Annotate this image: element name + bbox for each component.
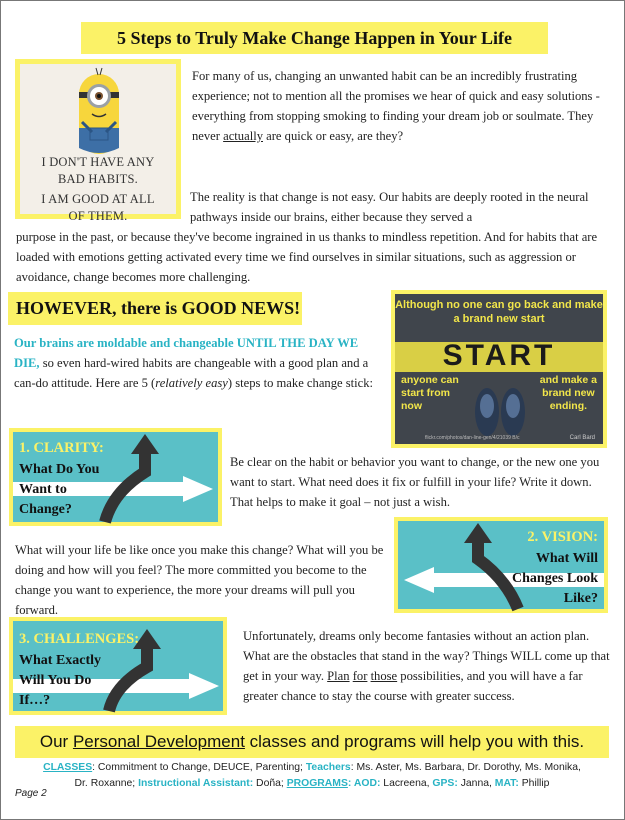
step-vision-number: 2. VISION:	[527, 529, 598, 545]
minion-caption-line: I DON'T HAVE ANY	[41, 155, 155, 169]
start-word: START	[442, 339, 556, 372]
page-number: Page 2	[15, 788, 47, 799]
intro-paragraph-1: For many of us, changing an unwanted habit can be an incredibly frustrating experience; not to mention all the promises we hear of quick and easy solutions - everything from stopping smoking to finding your dream job or soulmate. They never actually are quick or easy, are they?	[192, 69, 600, 143]
footer-staff-info	[15, 760, 609, 792]
minion-caption	[20, 154, 176, 225]
step-clarity-question: What Do You Want to Change?	[19, 462, 100, 517]
footer-line-2: Dr. Roxanne; Instructional Assistant: Doña; PROGRAMS: AOD: Lacreena, GPS: Janna, MAT: Phillip	[74, 778, 550, 789]
good-news-heading: HOWEVER, there is GOOD NEWS!	[8, 292, 302, 325]
start-quote-top: Although no one can go back and make a brand new start	[395, 299, 603, 325]
page-title: 5 Steps to Truly Make Change Happen in Your Life	[81, 22, 548, 54]
step-vision-panel	[394, 517, 608, 613]
step-clarity-number: 1. CLARITY:	[19, 440, 104, 456]
minion-image-inner	[20, 64, 176, 223]
minion-caption-line: OF THEM.	[68, 209, 128, 223]
step-vision-question: What Will Changes Look Like?	[512, 551, 598, 606]
minion-caption-line: I AM GOOD AT ALL	[41, 192, 155, 206]
vision-paragraph: What will your life be like once you make this change? What will you be doing and how will you feel? The more committed you become to the change you want to experience, the more your dreams will pull you forward.	[15, 543, 384, 617]
challenges-paragraph: Unfortunately, dreams only become fantasies without an action plan. What are the obstacles that stand in the way? Things WILL come up that get in your way. Plan for those possibilities, and you will have a far greater chance to stay the course with greater success.	[243, 629, 610, 703]
start-image-credit: flickr.com/photos/dan-line-gen/4/21039 B/c	[425, 435, 520, 441]
step-challenges-number: 3. CHALLENGES:	[19, 631, 140, 647]
intro-paragraph-2-rest: purpose in the past, or because they've become ingrained in us thanks to mindless repetition. And for habits that are loaded with emotions getting activated every time we find ourselves in similar situations, such as aggression or avoidance, change becomes more challenging.	[16, 230, 598, 284]
step-clarity-panel	[9, 428, 222, 526]
step-challenges-panel	[9, 617, 227, 715]
brains-paragraph: Our brains are moldable and changeable UNTIL THE DAY WE DIE, so even hard-wired habits are changeable with a good plan and a can-do attitude. Here are 5 (relatively easy) steps to make change stick:	[14, 336, 374, 390]
minion-caption-line: BAD HABITS.	[58, 172, 138, 186]
start-image-inner	[395, 294, 603, 444]
footer-line-1: CLASSES: Commitment to Change, DEUCE, Parenting; Teachers: Ms. Aster, Ms. Barbara, Dr. Dorothy, Ms. Monika,	[43, 762, 581, 773]
footer-band: Our Personal Development classes and programs will help you with this.	[15, 726, 609, 758]
clarity-paragraph: Be clear on the habit or behavior you want to change, or the new one you want to start. What need does it fix or fulfill in your life? Write it down. That helps to make it goal – not just a wish.	[230, 455, 600, 509]
start-quote-right: and make a brand new ending.	[539, 374, 597, 412]
start-quote-left: anyone can start from now	[401, 374, 459, 412]
intro-paragraph-2-start: The reality is that change is not easy. Our habits are deeply rooted in the neural pathways inside our brains, either because they served a	[190, 190, 589, 224]
step-challenges-question: What Exactly Will You Do If…?	[19, 653, 102, 708]
minion-icon	[68, 66, 130, 156]
start-image	[391, 290, 607, 448]
start-image-author: Carl Bard	[569, 435, 595, 441]
minion-image	[15, 59, 181, 223]
